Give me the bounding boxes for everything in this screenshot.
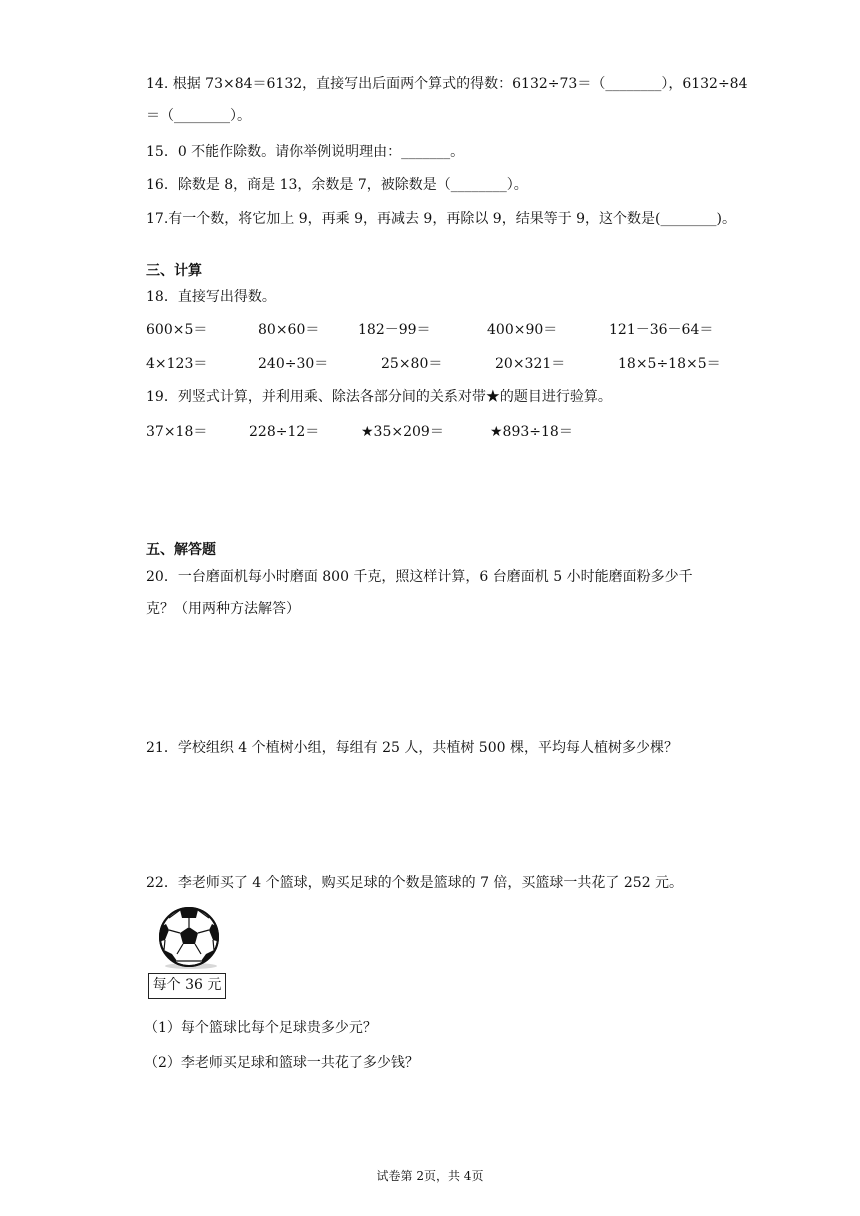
calc-item: ★893÷18＝: [490, 424, 573, 440]
calc-item: 600×5＝: [146, 322, 208, 338]
question-18: 18．直接写出得数。: [146, 289, 276, 305]
calc-item: 4×123＝: [146, 356, 208, 372]
calc-item: 80×60＝: [258, 322, 320, 338]
calc-item: 20×321＝: [495, 356, 566, 372]
calc-item: 37×18＝: [146, 424, 208, 440]
calc-item: 25×80＝: [381, 356, 443, 372]
section-title-calculation: 三、计算: [146, 263, 202, 279]
question-22-part-2: （2）李老师买足球和篮球一共花了多少钱？: [144, 1055, 419, 1071]
calc-item: 240÷30＝: [258, 356, 329, 372]
calc-item: ★35×209＝: [361, 424, 444, 440]
question-17: 17.有一个数，将它加上 9，再乘 9，再减去 9，再除以 9，结果等于 9，这个数是(________)。: [146, 211, 736, 227]
question-16: 16．除数是 8，商是 13，余数是 7，被除数是（________）。: [146, 177, 528, 193]
question-22: 22．李老师买了 4 个篮球，购买足球的个数是篮球的 7 倍，买篮球一共花了 252 元。: [146, 875, 684, 891]
question-14-line1: 14. 根据 73×84＝6132，直接写出后面两个算式的得数：6132÷73＝（________），6132÷84: [146, 76, 748, 92]
calc-item: 228÷12＝: [249, 424, 320, 440]
calc-item: 400×90＝: [487, 322, 558, 338]
calc-item: 182－99＝: [358, 322, 431, 338]
price-label: 每个 36 元: [148, 973, 226, 999]
question-14-line2: ＝（________）。: [146, 108, 251, 124]
calc-item: 18×5÷18×5＝: [618, 356, 721, 372]
question-20-line2: 克？（用两种方法解答）: [146, 601, 300, 617]
question-20-line1: 20．一台磨面机每小时磨面 800 千克，照这样计算，6 台磨面机 5 小时能磨面粉多少千: [146, 569, 693, 585]
question-22-part-1: （1）每个篮球比每个足球贵多少元？: [144, 1020, 377, 1036]
calc-item: 121－36－64＝: [609, 322, 714, 338]
page-footer: 试卷第 2页，共 4页: [376, 1169, 484, 1183]
section-title-word-problems: 五、解答题: [146, 542, 216, 558]
question-21: 21．学校组织 4 个植树小组，每组有 25 人，共植树 500 棵，平均每人植树多少棵？: [146, 740, 678, 756]
soccer-ball-icon: [156, 906, 226, 970]
question-15: 15．0 不能作除数。请你举例说明理由：_______。: [146, 144, 465, 160]
question-19: 19．列竖式计算，并利用乘、除法各部分间的关系对带★的题目进行验算。: [146, 389, 612, 405]
